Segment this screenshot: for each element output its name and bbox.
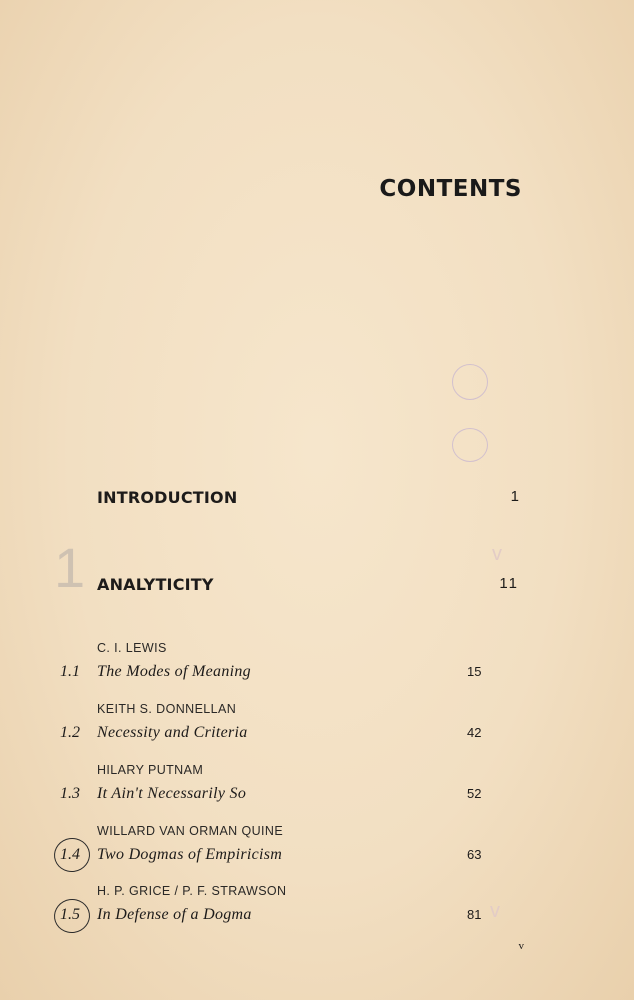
entry-title: In Defense of a Dogma [97,906,252,923]
entry-number: 1.2 [60,724,80,741]
entry-title: Necessity and Criteria [97,724,248,741]
entry-author: H. P. GRICE / P. F. STRAWSON [97,884,287,898]
entry-author: KEITH S. DONNELLAN [97,702,237,716]
page-title: CONTENTS [379,176,522,202]
part-number: 1 [54,536,86,599]
entry-author: HILARY PUTNAM [97,763,204,777]
entry-number: 1.1 [60,663,80,680]
page-folio: v [518,940,524,952]
entry-page: 15 [467,664,482,679]
introduction-page: 1 [510,488,519,505]
entry-author: C. I. LEWIS [97,641,167,655]
entry-number: 1.4 [60,846,80,863]
entry-author: WILLARD VAN ORMAN QUINE [97,824,284,838]
part-label: ANALYTICITY [97,575,214,594]
entry-title: It Ain't Necessarily So [97,785,247,802]
entry-page: 81 [467,907,482,922]
pencil-check-mark: v [492,543,502,565]
entry-number: 1.3 [60,785,80,802]
introduction-label: INTRODUCTION [97,488,238,507]
entry-title: Two Dogmas of Empiricism [97,846,283,863]
entry-page: 52 [467,786,482,801]
pencil-circle-mark [452,364,488,400]
entry-page: 42 [467,725,482,740]
entry-page: 63 [467,847,482,862]
pencil-check-mark: v [490,900,500,922]
entry-title: The Modes of Meaning [97,663,251,680]
part-page: 11 [499,575,519,592]
pencil-circle-mark [452,428,488,462]
entry-number: 1.5 [60,906,80,923]
